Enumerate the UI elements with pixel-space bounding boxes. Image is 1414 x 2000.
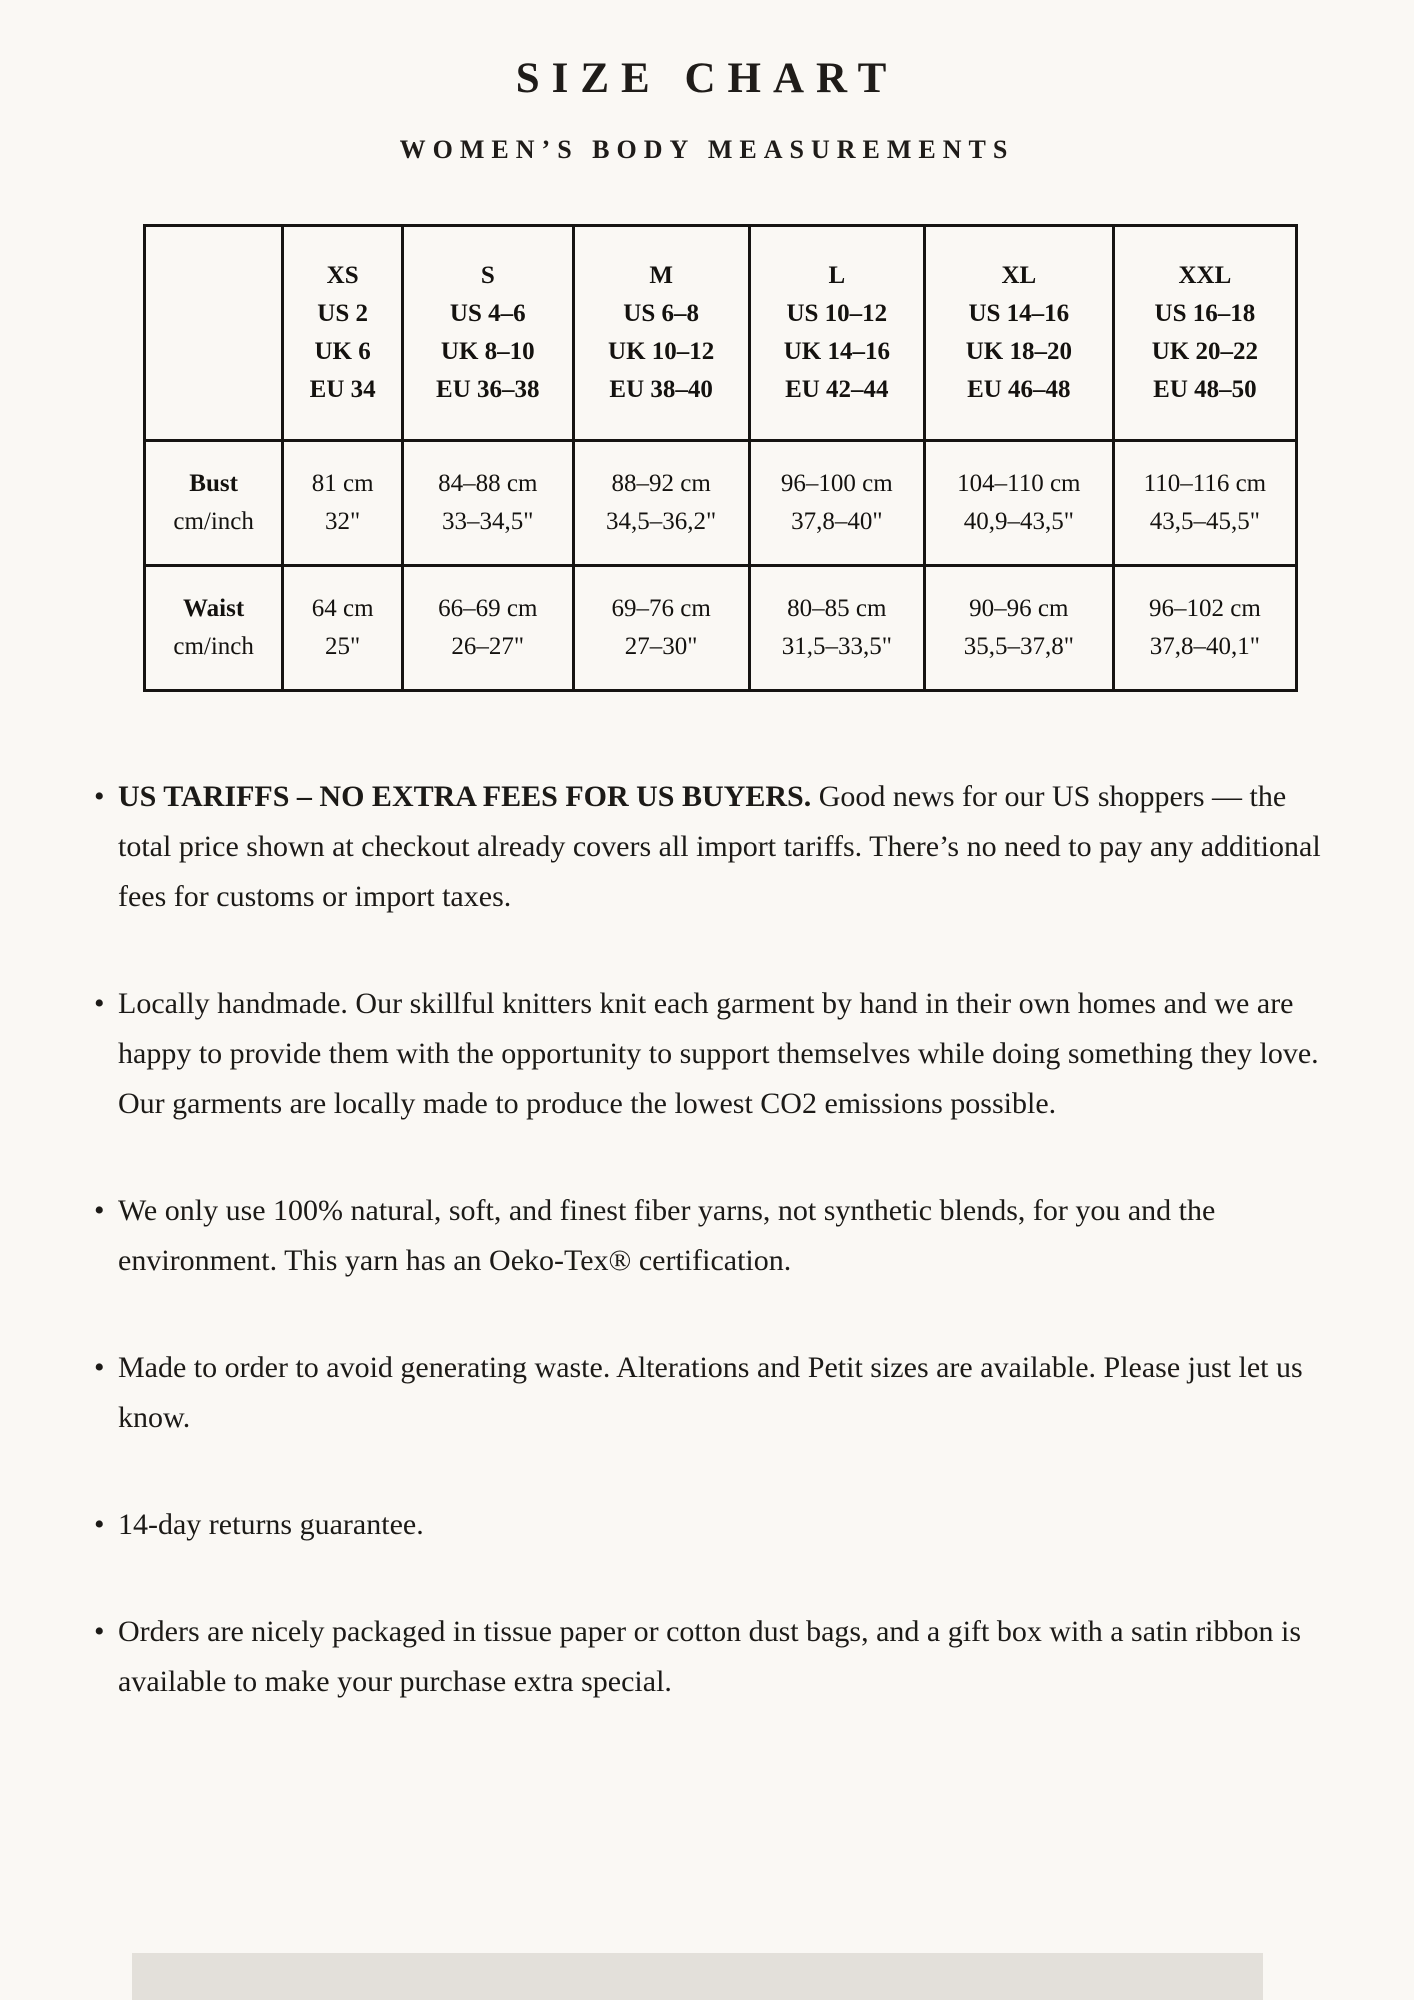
value-cm: 81 cm [311, 470, 374, 497]
size-name: XS [326, 262, 359, 289]
size-column-l [749, 226, 924, 441]
size-us: US 4–6 [449, 300, 526, 327]
waist-cell-xs [283, 566, 403, 691]
size-us: US 10–12 [786, 300, 888, 327]
size-us: US 2 [317, 300, 368, 327]
value-cm: 66–69 cm [438, 595, 538, 622]
size-uk: UK 6 [314, 338, 371, 365]
table-row-bust [145, 441, 1297, 566]
value-inch: 37,8–40" [791, 508, 883, 535]
size-column-m [573, 226, 749, 441]
row-unit: cm/inch [173, 508, 254, 535]
size-column-s [403, 226, 573, 441]
value-cm: 84–88 cm [438, 470, 538, 497]
bust-cell-l [749, 441, 924, 566]
bullet-natural-yarns [96, 1186, 1336, 1286]
size-uk: UK 8–10 [440, 338, 535, 365]
value-cm: 96–100 cm [780, 470, 893, 497]
value-cm: 104–110 cm [957, 470, 1081, 497]
size-eu: EU 34 [309, 376, 376, 403]
size-uk: UK 14–16 [783, 338, 890, 365]
value-cm: 88–92 cm [611, 470, 711, 497]
bullet-text: 14-day returns guarantee. [118, 1508, 424, 1541]
value-cm: 69–76 cm [611, 595, 711, 622]
waist-cell-xxl [1113, 566, 1296, 691]
value-inch: 25" [325, 633, 361, 660]
value-inch: 43,5–45,5" [1149, 508, 1260, 535]
size-uk: UK 10–12 [608, 338, 715, 365]
bullet-text: Good news for our US shoppers — the total price shown at checkout already covers all import tariffs. There’s no need to pay any additional fees for customs or import taxes. [118, 780, 1321, 913]
size-eu: EU 46–48 [967, 376, 1071, 403]
bust-cell-s [403, 441, 573, 566]
size-eu: EU 36–38 [436, 376, 540, 403]
waist-cell-s [403, 566, 573, 691]
bullet-returns-guarantee [96, 1500, 1336, 1550]
bust-cell-m [573, 441, 749, 566]
size-column-xxl [1113, 226, 1296, 441]
bullet-locally-handmade [96, 979, 1336, 1129]
size-name: M [649, 262, 673, 289]
table-row-waist [145, 566, 1297, 691]
row-header-bust [145, 441, 283, 566]
size-name: XL [1001, 262, 1037, 289]
size-eu: EU 38–40 [609, 376, 713, 403]
bust-cell-xxl [1113, 441, 1296, 566]
size-column-xl [924, 226, 1113, 441]
size-uk: UK 20–22 [1151, 338, 1259, 365]
size-eu: EU 48–50 [1153, 376, 1257, 403]
bullet-us-tariffs [96, 772, 1336, 922]
size-name: XXL [1178, 262, 1232, 289]
value-inch: 27–30" [624, 633, 698, 660]
waist-cell-m [573, 566, 749, 691]
table-header-row [145, 226, 1297, 441]
size-column-xs [283, 226, 403, 441]
bullet-text: Made to order to avoid generating waste. Alterations and Petit sizes are available. Please just let us know. [118, 1351, 1303, 1434]
footer-decorative-bar [132, 1953, 1263, 2000]
page-title: SIZE CHART [515, 55, 899, 102]
size-name: L [828, 262, 846, 289]
page-subtitle: WOMEN’S BODY MEASUREMENTS [399, 135, 1015, 164]
size-uk: UK 18–20 [965, 338, 1072, 365]
value-inch: 33–34,5" [442, 508, 534, 535]
value-cm: 96–102 cm [1148, 595, 1261, 622]
row-label: Waist [183, 595, 245, 622]
info-bullet-list [96, 772, 1336, 1707]
bust-cell-xl [924, 441, 1113, 566]
row-label: Bust [189, 470, 238, 497]
bullet-bold-text: US TARIFFS – NO EXTRA FEES FOR US BUYERS. [118, 780, 812, 813]
bust-cell-xs [283, 441, 403, 566]
bullet-made-to-order [96, 1343, 1336, 1443]
value-inch: 26–27" [451, 633, 525, 660]
size-eu: EU 42–44 [785, 376, 889, 403]
size-us: US 6–8 [623, 300, 699, 327]
value-cm: 80–85 cm [787, 595, 887, 622]
bullet-text: Locally handmade. Our skillful knitters knit each garment by hand in their own homes and we are happy to provide them with the opportunity to support themselves while doing something they love. Our garments are locally made to produce the lowest CO2 emissions possible. [118, 987, 1319, 1120]
bullet-packaging [96, 1607, 1336, 1707]
value-cm: 90–96 cm [969, 595, 1069, 622]
row-header-waist [145, 566, 283, 691]
value-cm: 110–116 cm [1143, 470, 1267, 497]
value-cm: 64 cm [311, 595, 374, 622]
value-inch: 32" [325, 508, 361, 535]
table-corner-cell [145, 226, 283, 441]
waist-cell-xl [924, 566, 1113, 691]
bullet-text: Orders are nicely packaged in tissue paper or cotton dust bags, and a gift box with a satin ribbon is available to make your purchase extra special. [118, 1615, 1302, 1698]
waist-cell-l [749, 566, 924, 691]
size-us: US 14–16 [968, 300, 1070, 327]
row-unit: cm/inch [173, 633, 254, 660]
size-name: S [480, 262, 495, 289]
size-chart-table [143, 224, 1298, 692]
bullet-text: We only use 100% natural, soft, and finest fiber yarns, not synthetic blends, for you and the environment. This yarn has an Oeko-Tex® certification. [118, 1194, 1216, 1277]
value-inch: 34,5–36,2" [606, 508, 717, 535]
value-inch: 31,5–33,5" [781, 633, 892, 660]
value-inch: 37,8–40,1" [1149, 633, 1260, 660]
value-inch: 40,9–43,5" [963, 508, 1074, 535]
size-us: US 16–18 [1154, 300, 1256, 327]
value-inch: 35,5–37,8" [963, 633, 1074, 660]
